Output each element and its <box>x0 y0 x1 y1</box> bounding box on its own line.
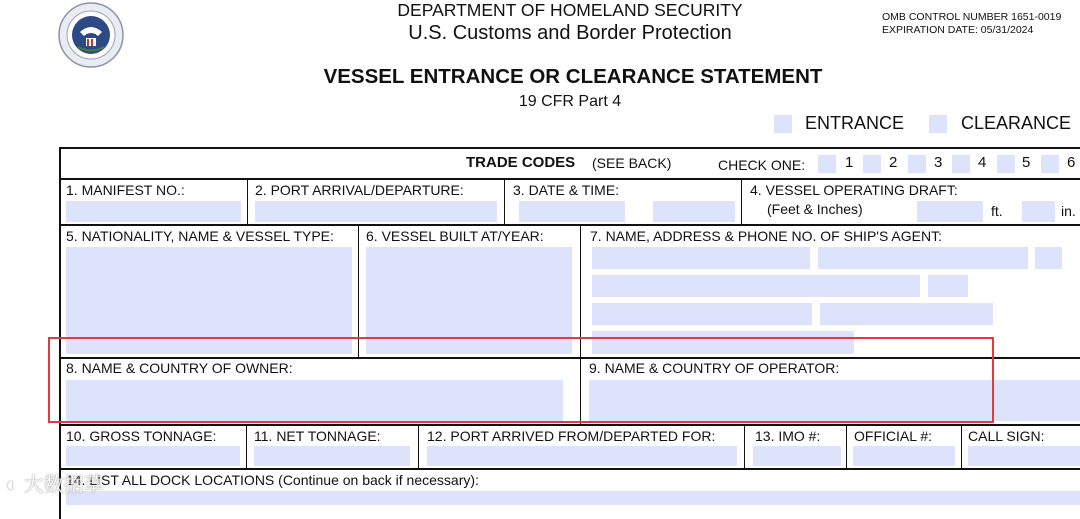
trade-code-6-checkbox[interactable] <box>1041 155 1059 173</box>
manifest-no-field[interactable] <box>66 201 241 222</box>
expiration-date: EXPIRATION DATE: 05/31/2024 <box>882 24 1034 36</box>
owner-label: 8. NAME & COUNTRY OF OWNER: <box>66 360 293 376</box>
col-divider <box>418 425 419 468</box>
trade-code-3-checkbox[interactable] <box>908 155 926 173</box>
watermark-icon: ◐ <box>6 474 19 496</box>
draft-unit-label: (Feet & Inches) <box>767 201 863 217</box>
draft-label: 4. VESSEL OPERATING DRAFT: <box>750 182 958 198</box>
entrance-label: ENTRANCE <box>805 113 905 133</box>
port-from-label: 12. PORT ARRIVED FROM/DEPARTED FOR: <box>427 428 716 444</box>
time-field[interactable] <box>653 201 735 222</box>
draft-feet-field[interactable] <box>917 201 983 222</box>
trade-code-4-label: 4 <box>978 154 987 171</box>
operator-label: 9. NAME & COUNTRY OF OPERATOR: <box>589 360 840 376</box>
imo-field[interactable] <box>753 446 841 466</box>
trade-code-6-label: 6 <box>1067 154 1076 171</box>
gross-tonnage-label: 10. GROSS TONNAGE: <box>66 428 217 444</box>
dock-locations-field[interactable] <box>66 491 1080 505</box>
net-tonnage-field[interactable] <box>254 446 410 466</box>
row-divider <box>59 424 1080 426</box>
see-back-label: (SEE BACK) <box>592 155 672 171</box>
port-arrival-label: 2. PORT ARRIVAL/DEPARTURE: <box>255 182 464 198</box>
form-subtitle: 19 CFR Part 4 <box>518 93 622 110</box>
col-divider <box>247 179 248 224</box>
call-sign-label: CALL SIGN: <box>968 428 1045 444</box>
agent-country-field[interactable] <box>820 303 993 325</box>
trade-code-5-checkbox[interactable] <box>997 155 1015 173</box>
row-divider <box>59 224 1080 226</box>
official-no-label: OFFICIAL #: <box>854 428 933 444</box>
net-tonnage-label: 11. NET TONNAGE: <box>254 428 381 444</box>
manifest-no-label: 1. MANIFEST NO.: <box>66 182 185 198</box>
vessel-built-label: 6. VESSEL BUILT AT/YEAR: <box>366 228 544 244</box>
agent-address-field[interactable] <box>818 247 1028 269</box>
row-divider <box>59 468 1080 470</box>
trade-code-1-label: 1 <box>845 154 854 171</box>
omb-info <box>882 11 1061 37</box>
omb-control-number: OMB CONTROL NUMBER 1651-0019 <box>882 11 1062 23</box>
trade-codes-label: TRADE CODES <box>466 154 576 171</box>
gross-tonnage-field[interactable] <box>66 446 240 466</box>
entrance-checkbox[interactable] <box>774 115 792 133</box>
date-time-label: 3. DATE & TIME: <box>513 182 620 198</box>
trade-code-2-checkbox[interactable] <box>863 155 881 173</box>
port-from-field[interactable] <box>427 446 737 466</box>
nationality-label: 5. NATIONALITY, NAME & VESSEL TYPE: <box>66 228 334 244</box>
clearance-checkbox[interactable] <box>929 115 947 133</box>
col-divider <box>504 179 505 224</box>
feet-label: ft. <box>991 203 1003 219</box>
watermark-text: 大数据草 <box>23 474 104 496</box>
imo-label: 13. IMO #: <box>755 428 821 444</box>
form-title: VESSEL ENTRANCE OR CLEARANCE STATEMENT <box>323 65 823 88</box>
trade-code-3-label: 3 <box>934 154 943 171</box>
highlight-box <box>48 337 994 423</box>
col-divider <box>846 425 847 468</box>
trade-code-4-checkbox[interactable] <box>952 155 970 173</box>
trade-code-1-checkbox[interactable] <box>818 155 836 173</box>
department-name: DEPARTMENT OF HOMELAND SECURITY <box>397 0 743 20</box>
port-arrival-field[interactable] <box>255 201 497 222</box>
agency-name: U.S. Customs and Border Protection <box>408 22 732 44</box>
dock-locations-label: 14. LIST ALL DOCK LOCATIONS (Continue on back if necessary): <box>66 472 479 488</box>
check-one-label: CHECK ONE: <box>718 157 806 173</box>
watermark <box>6 468 104 497</box>
agent-label: 7. NAME, ADDRESS & PHONE NO. OF SHIP'S AGENT: <box>590 228 942 244</box>
trade-code-5-label: 5 <box>1022 154 1031 171</box>
col-divider <box>246 425 247 468</box>
agent-extra-field[interactable] <box>1035 247 1062 269</box>
agent-name-field[interactable] <box>592 247 810 269</box>
agent-state-field[interactable] <box>928 275 968 297</box>
agent-zip-field[interactable] <box>592 303 812 325</box>
call-sign-field[interactable] <box>968 446 1080 466</box>
draft-inches-field[interactable] <box>1022 201 1055 222</box>
col-divider <box>741 179 742 224</box>
inches-label: in. <box>1061 203 1076 219</box>
col-divider <box>744 425 745 468</box>
date-field[interactable] <box>519 201 625 222</box>
dhs-seal-icon <box>58 2 124 68</box>
row-divider <box>59 178 1080 180</box>
clearance-label: CLEARANCE <box>961 113 1072 133</box>
col-divider <box>961 425 962 468</box>
trade-code-2-label: 2 <box>889 154 898 171</box>
official-no-field[interactable] <box>853 446 955 466</box>
agent-city-field[interactable] <box>592 275 920 297</box>
